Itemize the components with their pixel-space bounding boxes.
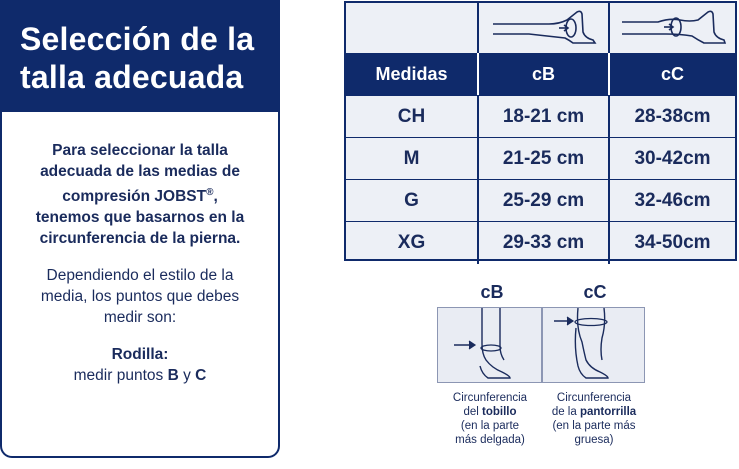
- point-c: C: [195, 367, 207, 385]
- leg-ankle-measure-icon: [477, 3, 608, 53]
- table-row: [346, 179, 735, 222]
- size-cell: CH: [397, 106, 426, 127]
- intro-line: Para seleccionar la talla: [52, 142, 228, 159]
- cb-cell: 29-33 cm: [477, 222, 608, 264]
- caption-prefix: de la: [551, 406, 580, 418]
- instruction-line: medir son:: [103, 309, 177, 327]
- intro-line: adecuada de las medias de: [40, 163, 240, 180]
- rodilla-text: [10, 365, 270, 386]
- cc-cell: 32-46cm: [608, 180, 735, 222]
- leg-calf-measure-icon: [608, 3, 735, 53]
- leg-diagram-icon: [438, 308, 646, 384]
- intro-line: tenemos que basarnos en la: [35, 209, 245, 227]
- size-cell: G: [404, 190, 419, 211]
- intro-text: [8, 140, 272, 249]
- table-row: [346, 95, 735, 138]
- point-b: B: [167, 367, 179, 385]
- intro-brand: compresión JOBST: [62, 188, 207, 206]
- caption-bold: tobillo: [482, 406, 517, 418]
- caption-line: más delgada): [455, 434, 525, 446]
- caption-line: (en la parte más: [552, 420, 636, 432]
- size-cell: M: [403, 148, 420, 169]
- intro-line: circunferencia de la pierna.: [39, 230, 241, 248]
- caption-line: gruesa): [574, 434, 614, 446]
- registered-mark: ®: [206, 187, 214, 198]
- instruction-line: media, los puntos que debes: [40, 288, 240, 306]
- title-line: talla adecuada: [20, 59, 244, 95]
- diagram-label-cc: cC: [583, 282, 607, 302]
- cb-cell: 21-25 cm: [477, 138, 608, 180]
- cc-cell: 30-42cm: [608, 138, 735, 180]
- instruction-text: [10, 265, 270, 328]
- info-panel: [0, 0, 280, 458]
- header-cb: cB: [477, 53, 608, 95]
- cb-cell: 25-29 cm: [477, 180, 608, 222]
- panel-title: [2, 0, 278, 112]
- caption-calf: [540, 391, 648, 447]
- caption-line: [540, 405, 648, 419]
- caption-bold: pantorrilla: [579, 406, 637, 418]
- caption-ankle: [436, 391, 544, 447]
- intro-line: [8, 182, 272, 207]
- rodilla-and: y: [178, 367, 196, 385]
- table-icon-row: [346, 3, 735, 53]
- cb-cell: 18-21 cm: [477, 96, 608, 138]
- intro-comma: ,: [213, 188, 218, 206]
- instruction-line: Dependiendo el estilo de la: [46, 267, 234, 285]
- rodilla-heading: Rodilla:: [111, 346, 169, 364]
- size-table: [344, 1, 737, 261]
- table-row: [346, 137, 735, 180]
- empty-cell: [346, 3, 477, 53]
- table-header-row: [346, 53, 735, 95]
- caption-line: (en la parte: [460, 420, 520, 432]
- title-line: Selección de la: [20, 21, 255, 57]
- rodilla-prefix: medir puntos: [73, 367, 168, 385]
- size-cell: XG: [397, 232, 426, 253]
- header-cc: cC: [608, 53, 735, 95]
- caption-line: [436, 405, 544, 419]
- diagram-label-cb: cB: [480, 282, 504, 302]
- cc-cell: 28-38cm: [608, 96, 735, 138]
- rodilla-section: [10, 344, 270, 386]
- caption-prefix: del: [463, 406, 483, 418]
- measurement-diagram: [437, 307, 645, 383]
- table-row: [346, 221, 735, 264]
- cc-cell: 34-50cm: [608, 222, 735, 264]
- caption-line: Circunferencia: [452, 392, 528, 404]
- header-medidas: Medidas: [375, 63, 448, 84]
- caption-line: Circunferencia: [556, 392, 632, 404]
